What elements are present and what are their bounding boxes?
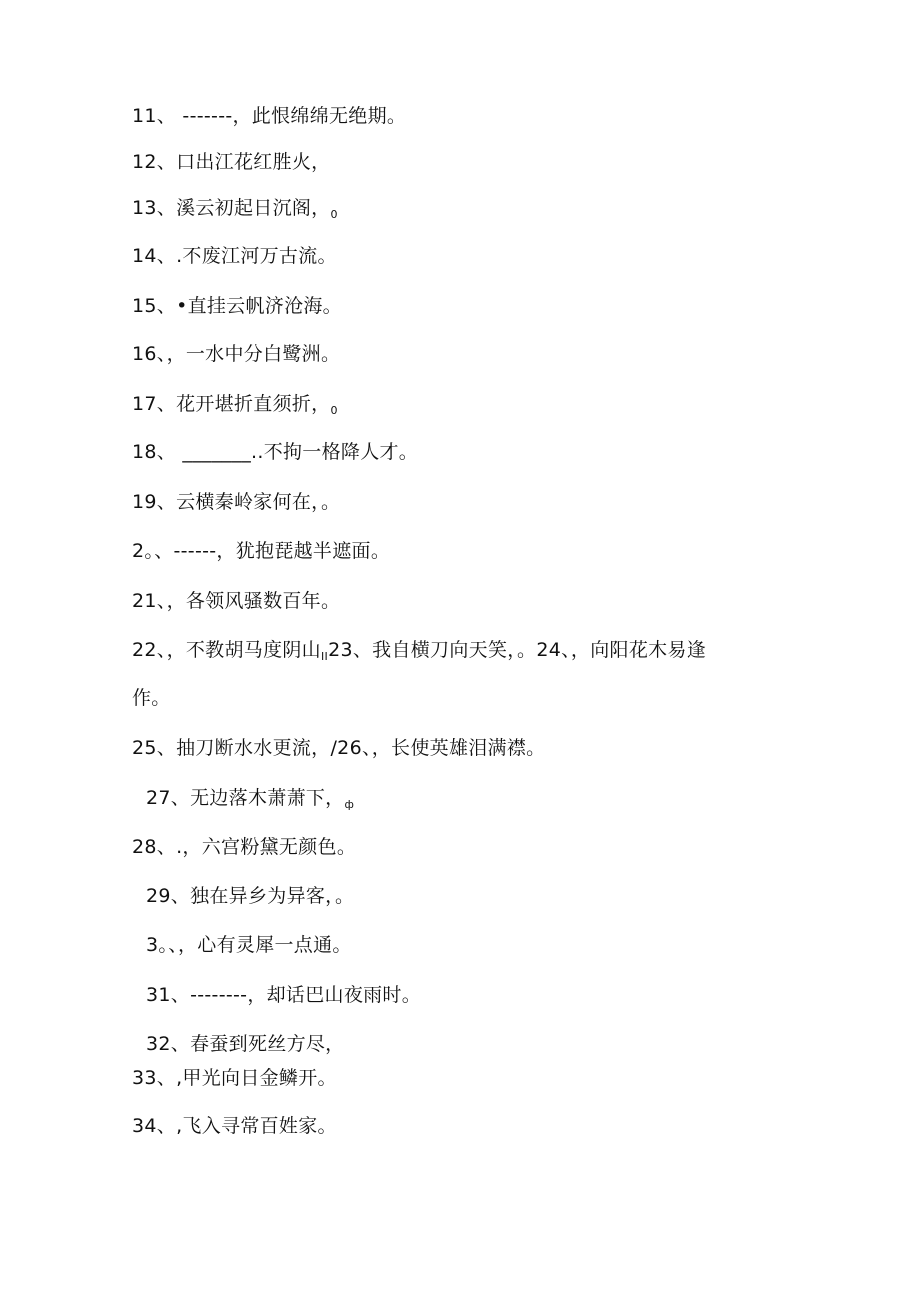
poem-line-27 [146,786,354,817]
subscript-mark: 0 [330,404,338,417]
poem-line-text: 22、，不教胡马度阴山 [132,639,321,661]
poem-line-29: 29、独在异乡为异客，。 [146,885,355,907]
poem-line-28: 28、.，六宫粉黛无颜色。 [132,836,357,858]
subscript-mark: 0 [330,208,338,221]
poem-line-25-26: 25、抽刀断水水更流，/26、，长使英雄泪满襟。 [132,737,546,759]
poem-line-13 [132,196,338,227]
poem-line-24-wrap: 作。 [132,687,171,709]
poem-line-16: 16、，一水中分白鹭洲。 [132,343,341,365]
poem-line-18: 18、 _______..不拘一格降人才。 [132,441,419,463]
poem-line-19: 19、云横秦岭家何在，。 [132,491,341,513]
poem-line-22-24 [132,638,706,669]
poem-line-text: 27、无边落木萧萧下， [146,787,345,809]
poem-line-text: 17、花开堪折直须折， [132,393,331,415]
poem-line-15: 15、•直挂云帆济沧海。 [132,295,342,317]
poem-line-20: 2。、------，犹抱琵越半遮面。 [132,540,391,562]
poem-line-17 [132,392,338,423]
poem-line-21: 21、，各领风骚数百年。 [132,590,341,612]
poem-line-32: 32、春蚕到死丝方尽， [146,1033,345,1055]
poem-line-text-continued: 23、我自横刀向天笑，。24、，向阳花木易逢 [328,639,707,661]
poem-line-30: 3。、，心有灵犀一点通。 [146,934,352,956]
poem-line-33: 33、,甲光向日金鳞开。 [132,1067,337,1089]
poem-line-11: 11、 -------，此恨绵绵无绝期。 [132,105,407,127]
subscript-mark: ф [344,798,355,811]
poem-line-34: 34、,飞入寻常百姓家。 [132,1115,337,1137]
poem-line-12: 12、口出江花红胜火， [132,151,331,173]
poem-line-text: 13、溪云初起日沉阁， [132,197,331,219]
subscript-mark: II [320,650,329,663]
poem-line-31: 31、--------，却话巴山夜雨时。 [146,984,422,1006]
poem-line-14: 14、.不废江河万古流。 [132,245,337,267]
